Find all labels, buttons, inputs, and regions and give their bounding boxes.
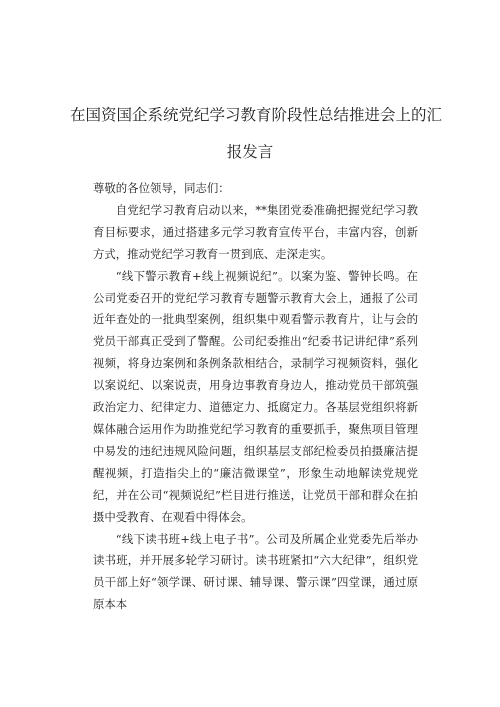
document-title-line-1: 在国资国企系统党纪学习教育阶段性总结推进会上的汇 <box>70 106 443 124</box>
paragraph-intro: 自党纪学习教育启动以来，**集团党委准确把握党纪学习教育目标要求，通过搭建多元学习教育宣传平台，丰富内容，创新方式，推动党纪学习教育一贯到底、走深走实。 <box>93 202 418 261</box>
document-title-line-2: 报发言 <box>226 143 274 161</box>
paragraph-reading-class: “线下读书班+线上电子书”。公司及所属企业党委先后举办读书班，并开展多轮学习研讨。读书班紧扣“六大纪律”，组织党员干部上好“领学课、研讨课、辅导课、警示课”四堂课，通过原原本本 <box>93 531 418 612</box>
paragraph-warning-education: “线下警示教育+线上视频说纪”。以案为鉴、警钟长鸣。在公司党委召开的党纪学习教育专题警示教育大会上，通报了公司近年查处的一批典型案例，组织集中观看警示教育片，让与会的党员干部真正受到了警醒。公司纪委推出“纪委书记讲纪律”系列视频，将身边案例和条例条款相结合，录制学习视频资料，强化以案说纪、以案说责，用身边事教育身边人，推动党员干部筑强政治定力、纪律定力、道德定力、抵腐定力。各基层党组织将新媒体融合运用作为助推党纪学习教育的重要抓手，聚焦项目管理中易发的违纪违规风险问题，组织基层支部纪检委员拍摄廉洁提醒视频，打造指尖上的“廉洁微课堂”，形象生动地解读党规党纪，并在公司“视频说纪”栏目进行推送，让党员干部和群众在拍摄中受教育、在观看中得体会。 <box>93 268 418 524</box>
salutation: 尊敬的各位领导，同志们： <box>93 181 230 195</box>
document-body <box>93 178 418 616</box>
